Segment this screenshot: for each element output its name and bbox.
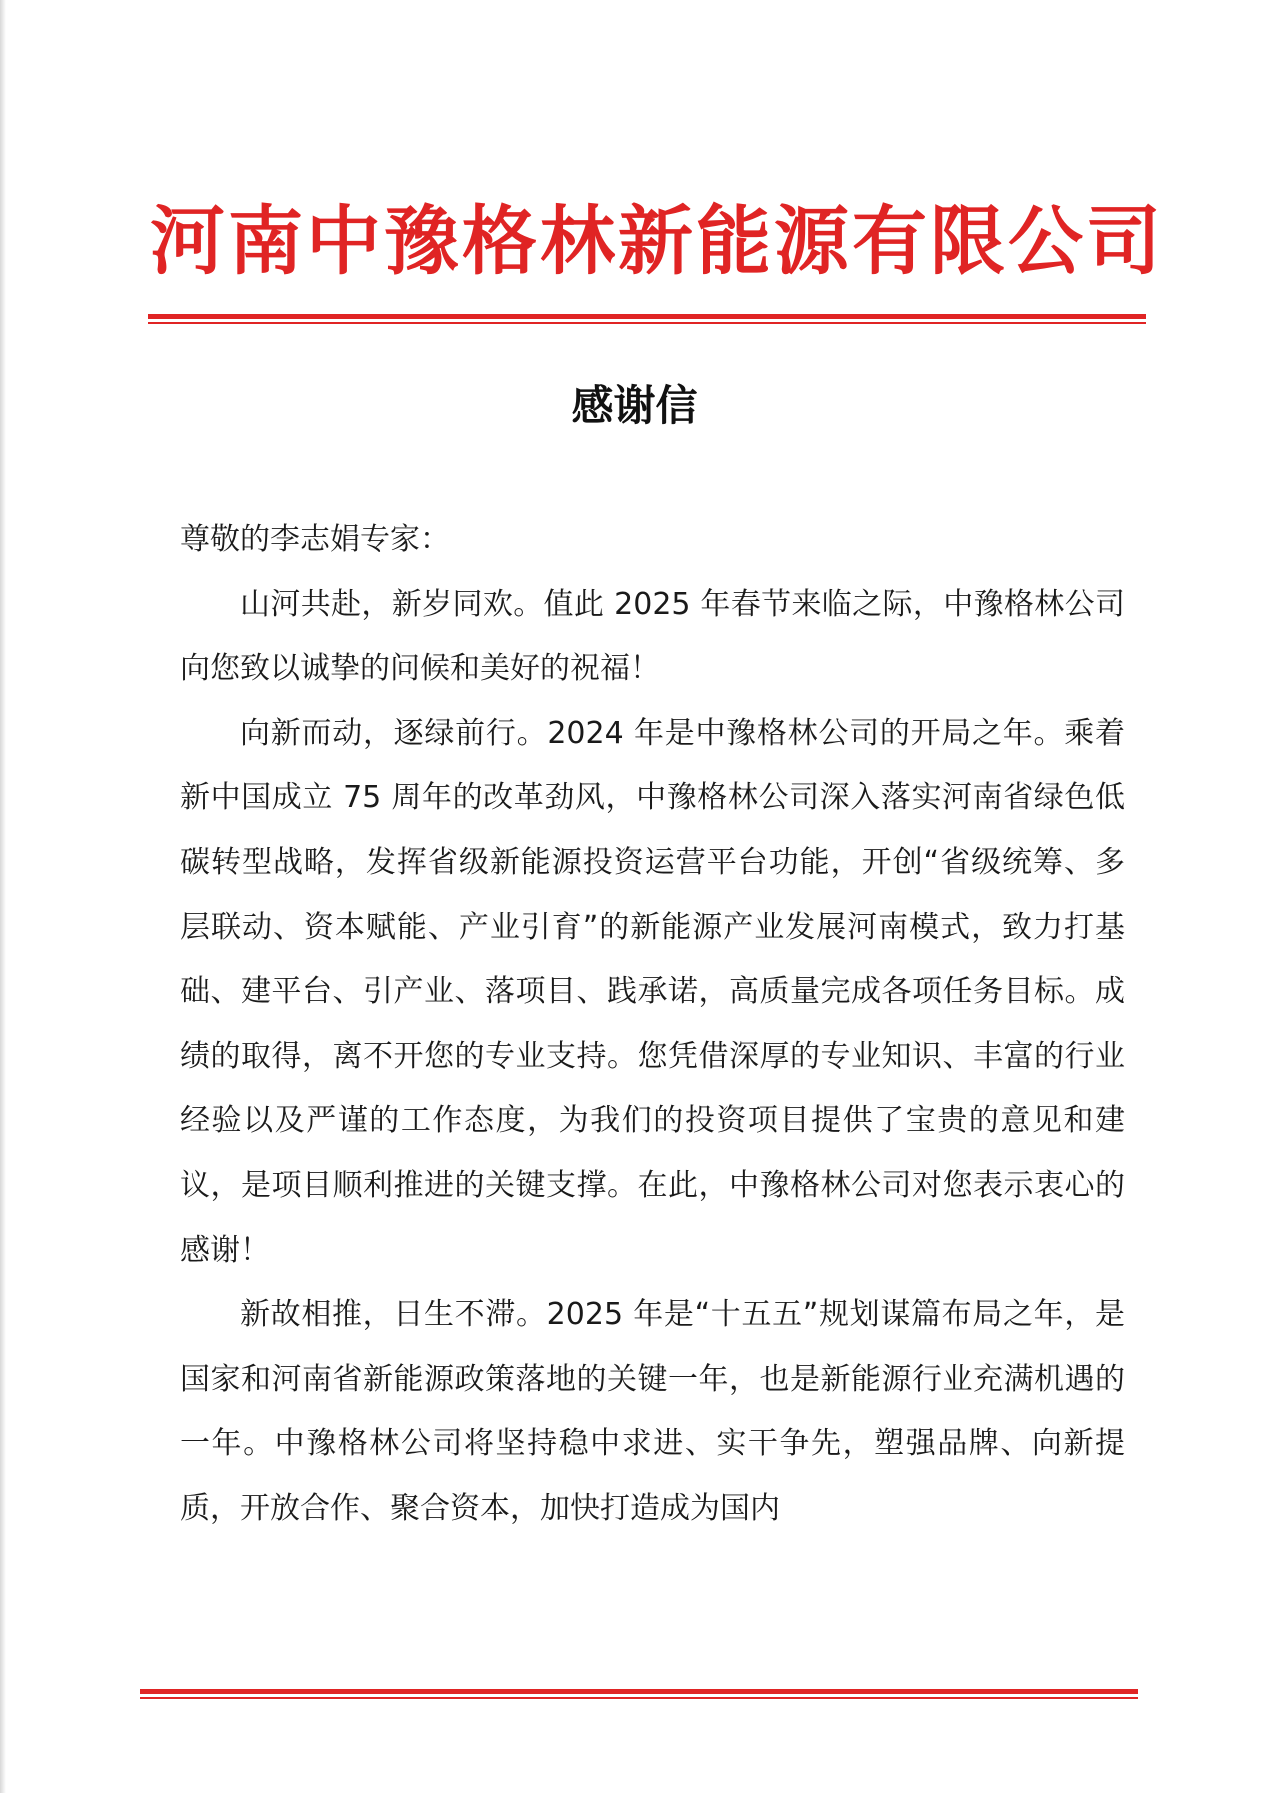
paragraph-greeting: 山河共赴，新岁同欢。值此 2025 年春节来临之际，中豫格林公司向您致以诚挚的问候和美好的祝福！ <box>180 586 1125 687</box>
paragraph-outlook: 新故相推，日生不滞。2025 年是“十五五”规划谋篇布局之年，是国家和河南省新能源政策落地的关键一年，也是新能源行业充满机遇的一年。中豫格林公司将坚持稳中求进、实干争先，塑强品牌、向新提质，开放合作、聚合资本，加快打造成为国内 <box>180 1297 1125 1526</box>
letterhead-org-name: 河南中豫格林新能源有限公司 <box>150 197 1165 285</box>
document-title: 感谢信 <box>571 381 698 430</box>
footer-rule-thick <box>140 1689 1138 1694</box>
letterhead-rule-thin <box>148 322 1146 324</box>
paragraph-achievements: 向新而动，逐绿前行。2024 年是中豫格林公司的开局之年。乘着新中国成立 75 周年的改革劲风，中豫格林公司深入落实河南省绿色低碳转型战略，发挥省级新能源投资运营平台功能，开创“省级统筹、多层联动、资本赋能、产业引育”的新能源产业发展河南模式，致力打基础、建平台、引产业、落项目、践承诺，高质量完成各项任务目标。成绩的取得，离不开您的专业支持。您凭借深厚的专业知识、丰富的行业经验以及严谨的工作态度，为我们的投资项目提供了宝贵的意见和建议，是项目顺利推进的关键支撑。在此，中豫格林公司对您表示衷心的感谢！ <box>180 715 1125 1268</box>
letterhead-rule-thick <box>148 314 1146 319</box>
footer-rule-thin <box>140 1697 1138 1699</box>
page-edge-shadow <box>0 0 6 1793</box>
letter-body <box>180 508 1125 1542</box>
salutation: 尊敬的李志娟专家： <box>180 522 450 557</box>
